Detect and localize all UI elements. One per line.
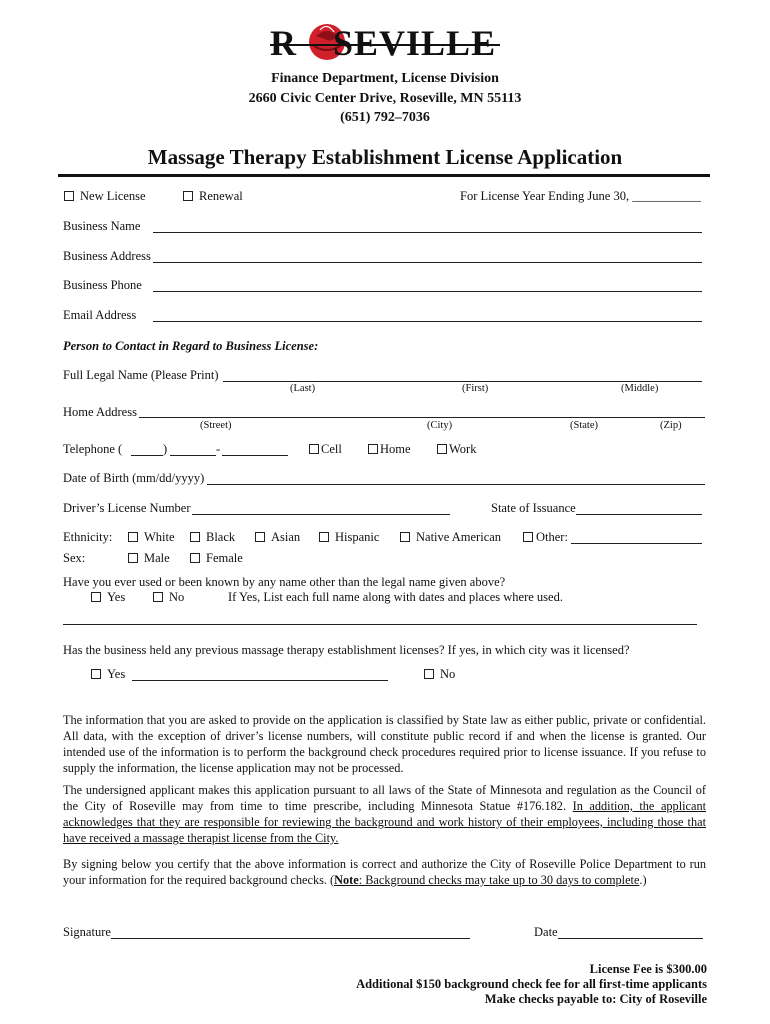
cell-option[interactable] xyxy=(309,442,342,457)
business-address-label: Business Address xyxy=(63,249,151,263)
female-label: Female xyxy=(206,551,243,565)
other-label: Other: xyxy=(536,530,568,544)
previous-no[interactable] xyxy=(424,667,455,682)
page-title: Massage Therapy Establishment License Application xyxy=(147,145,623,169)
certification-text: By signing below you certify that the above information is correct and authorize the City of Roseville Police Department to run your information for the required background checks. ( xyxy=(63,857,706,887)
other-names-no-label: No xyxy=(169,590,185,604)
ethnicity-label: Ethnicity: xyxy=(63,530,113,544)
telephone-label: Telephone ( xyxy=(63,442,123,456)
email-label: Email Address xyxy=(63,308,137,322)
drivers-license-label: Driver’s License Number xyxy=(63,501,191,515)
new-license-option[interactable] xyxy=(64,189,146,204)
work-checkbox[interactable] xyxy=(437,444,447,454)
native-american-label: Native American xyxy=(416,530,502,544)
home-label: Home xyxy=(380,442,411,456)
tel-paren: ) xyxy=(163,442,168,456)
other-names-yes-checkbox[interactable] xyxy=(91,592,101,602)
license-year-label: For License Year Ending June 30, ___________ xyxy=(460,189,701,203)
business-address-field[interactable] xyxy=(153,262,702,263)
tel-dash: - xyxy=(216,442,221,456)
area-code-field[interactable] xyxy=(131,455,163,456)
signature-label: Signature xyxy=(63,925,111,939)
note-label: Note xyxy=(334,873,359,887)
asian-label: Asian xyxy=(271,530,301,544)
dob-label: Date of Birth (mm/dd/yyyy) xyxy=(63,471,205,485)
state-issuance-field[interactable] xyxy=(576,514,702,515)
applicant-paragraph xyxy=(63,782,706,846)
new-license-label: New License xyxy=(80,189,146,203)
logo-letter-r: R xyxy=(270,23,297,63)
other-names-question: Have you ever used or been known by any name other than the legal name given above? xyxy=(63,575,506,589)
email-field[interactable] xyxy=(153,321,702,322)
certification-paragraph xyxy=(63,856,706,888)
other-names-instruction: If Yes, List each full name along with dates and places where used. xyxy=(228,590,563,604)
hispanic-checkbox[interactable] xyxy=(319,532,329,542)
license-fee: License Fee is $300.00 xyxy=(589,962,707,976)
black-checkbox[interactable] xyxy=(190,532,200,542)
previous-no-checkbox[interactable] xyxy=(424,669,434,679)
other-names-yes[interactable] xyxy=(91,590,125,605)
home-address-field[interactable] xyxy=(139,417,705,418)
dept-line: Finance Department, License Division xyxy=(271,71,499,86)
black-label: Black xyxy=(206,530,236,544)
first-caption: (First) xyxy=(462,383,489,394)
renewal-option[interactable] xyxy=(183,189,243,204)
logo-letters: SEVILLE xyxy=(333,23,497,63)
white-checkbox[interactable] xyxy=(128,532,138,542)
previous-city-field[interactable] xyxy=(132,680,388,681)
ethnicity-native-american[interactable] xyxy=(400,530,501,545)
payable-to: Make checks payable to: City of Roseville xyxy=(484,992,707,1006)
contact-heading: Person to Contact in Regard to Business License: xyxy=(63,339,319,353)
business-phone-field[interactable] xyxy=(153,291,702,292)
full-name-field[interactable] xyxy=(223,381,702,382)
previous-license-question: Has the business held any previous massage therapy establishment licenses? If yes, in which city was it licensed? xyxy=(63,643,630,657)
cell-label: Cell xyxy=(321,442,342,456)
ethnicity-white[interactable] xyxy=(128,530,175,545)
renewal-checkbox[interactable] xyxy=(183,191,193,201)
title-rule xyxy=(58,174,710,177)
other-ethnicity-field[interactable] xyxy=(571,543,702,544)
female-checkbox[interactable] xyxy=(190,553,200,563)
home-checkbox[interactable] xyxy=(368,444,378,454)
tel-number-field[interactable] xyxy=(222,455,288,456)
white-label: White xyxy=(144,530,175,544)
home-option[interactable] xyxy=(368,442,411,457)
phone-line: (651) 792–7036 xyxy=(340,110,430,125)
cell-checkbox[interactable] xyxy=(309,444,319,454)
city-caption: (City) xyxy=(427,420,453,431)
previous-no-label: No xyxy=(440,667,456,681)
other-checkbox[interactable] xyxy=(523,532,533,542)
previous-yes-checkbox[interactable] xyxy=(91,669,101,679)
state-issuance-label: State of Issuance xyxy=(491,501,576,515)
note-end: .) xyxy=(639,873,647,887)
applicant-text: The undersigned applicant makes this application pursuant to all laws of the State of Minnesota and regulation as the Council of the City of Roseville may from time to time prescribe, including Minnesota Statue #176.182. xyxy=(63,783,706,813)
date-label: Date xyxy=(534,925,558,939)
asian-checkbox[interactable] xyxy=(255,532,265,542)
tel-prefix-field[interactable] xyxy=(170,455,216,456)
new-license-checkbox[interactable] xyxy=(64,191,74,201)
note-text: : Background checks may take up to 30 days to complete xyxy=(358,873,640,887)
work-option[interactable] xyxy=(437,442,476,457)
signature-field[interactable] xyxy=(111,938,470,939)
applicant-underlined-text: In addition, the applicant acknowledges that they are responsible for reviewing the background and work history of their employees, including those that have received a massage therapist license from the City. xyxy=(63,799,707,845)
other-names-no-checkbox[interactable] xyxy=(153,592,163,602)
hispanic-label: Hispanic xyxy=(335,530,380,544)
ethnicity-other[interactable] xyxy=(523,530,568,545)
last-caption: (Last) xyxy=(290,383,316,394)
background-fee: Additional $150 background check fee for all first-time applicants xyxy=(356,977,707,991)
sex-female[interactable] xyxy=(190,551,243,566)
previous-yes[interactable] xyxy=(91,667,125,682)
work-label: Work xyxy=(449,442,477,456)
full-name-label: Full Legal Name (Please Print) xyxy=(63,368,219,382)
renewal-label: Renewal xyxy=(199,189,243,203)
other-names-field[interactable] xyxy=(63,624,697,625)
ethnicity-hispanic[interactable] xyxy=(319,530,379,545)
previous-yes-label: Yes xyxy=(107,667,126,681)
middle-caption: (Middle) xyxy=(621,383,659,394)
privacy-paragraph: The information that you are asked to provide on the application is classified by State law as either public, private or confidential. All data, with the exception of driver’s license numbers, will constitute public record if and when the license is granted. Our intended use of the information is to perform the background check procedures required prior to license issuance. If you refuse to supply the information, the license application may not be processed. xyxy=(63,713,706,775)
male-label: Male xyxy=(144,551,170,565)
date-field[interactable] xyxy=(558,938,703,939)
other-names-no[interactable] xyxy=(153,590,184,605)
drivers-license-field[interactable] xyxy=(192,514,450,515)
other-names-yes-label: Yes xyxy=(107,590,126,604)
male-checkbox[interactable] xyxy=(128,553,138,563)
sex-male[interactable] xyxy=(128,551,170,566)
ethnicity-asian[interactable] xyxy=(255,530,300,545)
business-name-label: Business Name xyxy=(63,219,141,233)
business-phone-label: Business Phone xyxy=(63,278,142,292)
address-line: 2660 Civic Center Drive, Roseville, MN 55113 xyxy=(248,91,522,106)
business-name-field[interactable] xyxy=(153,232,702,233)
dob-field[interactable] xyxy=(207,484,705,485)
home-address-label: Home Address xyxy=(63,405,137,419)
state-caption: (State) xyxy=(570,420,598,431)
native-american-checkbox[interactable] xyxy=(400,532,410,542)
street-caption: (Street) xyxy=(200,420,232,431)
ethnicity-black[interactable] xyxy=(190,530,235,545)
zip-caption: (Zip) xyxy=(660,420,682,431)
sex-label: Sex: xyxy=(63,551,86,565)
